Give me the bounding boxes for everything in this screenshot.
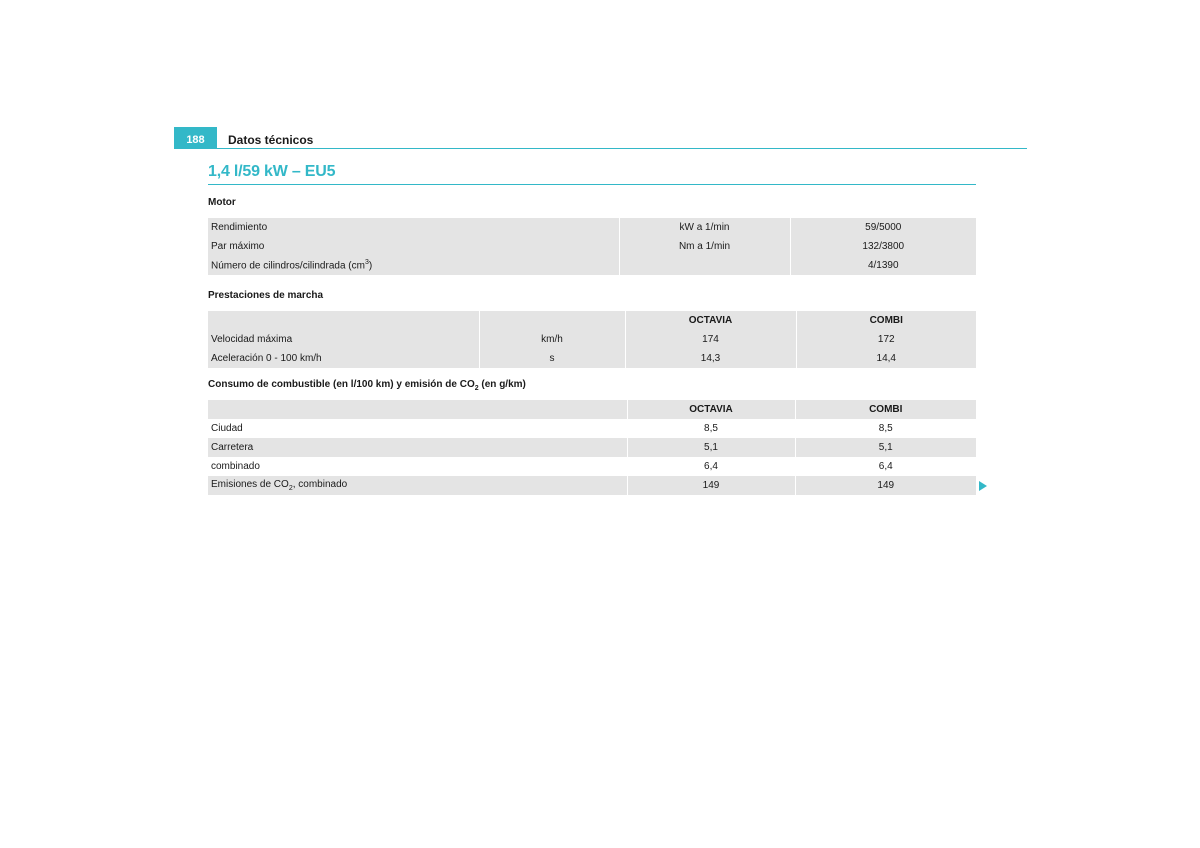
row-label: Aceleración 0 - 100 km/h [208, 349, 479, 368]
label-end: ) [368, 260, 373, 272]
label-subscript: 2 [288, 485, 293, 492]
row-octavia: 6,4 [627, 457, 795, 476]
row-combi: 172 [796, 330, 976, 349]
table-row [208, 218, 976, 237]
table-row [208, 330, 976, 349]
header-combi: COMBI [796, 311, 976, 330]
table-row [208, 419, 976, 438]
header-octavia: OCTAVIA [625, 311, 796, 330]
row-label [208, 256, 619, 275]
row-label: Ciudad [208, 419, 627, 438]
row-octavia: 8,5 [627, 419, 795, 438]
header-rule [174, 148, 1027, 149]
row-value: 132/3800 [790, 237, 976, 256]
row-label: Velocidad máxima [208, 330, 479, 349]
row-combi: 6,4 [795, 457, 976, 476]
consumption-heading [208, 379, 526, 392]
performance-heading: Prestaciones de marcha [208, 290, 324, 301]
table-row [208, 237, 976, 256]
table-row [208, 476, 976, 495]
row-octavia: 149 [627, 476, 795, 495]
section-rule [208, 184, 976, 185]
row-label: combinado [208, 457, 627, 476]
row-value: 4/1390 [790, 256, 976, 275]
header-octavia: OCTAVIA [627, 400, 795, 419]
row-value: 59/5000 [790, 218, 976, 237]
header-cell-empty [208, 311, 479, 330]
row-combi: 14,4 [796, 349, 976, 368]
header-combi: COMBI [795, 400, 976, 419]
header-cell-empty [479, 311, 625, 330]
row-combi: 149 [795, 476, 976, 495]
table-row [208, 256, 976, 275]
heading-text: Consumo de combustible (en l/100 km) y emisión de CO [208, 379, 475, 390]
label-superscript: 3 [364, 259, 369, 267]
row-label: Rendimiento [208, 218, 619, 237]
label-text: Emisiones de CO [211, 479, 289, 490]
row-label: Carretera [208, 438, 627, 457]
label-text: Número de cilindros/cilindrada (cm [211, 260, 365, 272]
row-unit: Nm a 1/min [619, 237, 790, 256]
motor-table [208, 218, 976, 275]
table-row [208, 349, 976, 368]
table-row [208, 438, 976, 457]
consumption-table [208, 400, 976, 495]
row-combi: 5,1 [795, 438, 976, 457]
running-header: Datos técnicos [228, 133, 314, 147]
row-combi: 8,5 [795, 419, 976, 438]
label-end: , combinado [292, 479, 348, 490]
performance-table [208, 311, 976, 368]
motor-heading: Motor [208, 197, 236, 208]
row-unit: kW a 1/min [619, 218, 790, 237]
table-header-row [208, 400, 976, 419]
header-cell-empty [208, 400, 627, 419]
triangle-right-icon [979, 481, 987, 491]
heading-end: (en g/km) [478, 379, 526, 390]
heading-subscript: 2 [474, 385, 479, 392]
page-number: 188 [174, 127, 217, 149]
row-unit: s [479, 349, 625, 368]
row-unit [619, 256, 790, 275]
table-header-row [208, 311, 976, 330]
row-octavia: 174 [625, 330, 796, 349]
row-label [208, 476, 627, 495]
row-octavia: 14,3 [625, 349, 796, 368]
row-label: Par máximo [208, 237, 619, 256]
row-octavia: 5,1 [627, 438, 795, 457]
table-row [208, 457, 976, 476]
section-title: 1,4 l/59 kW – EU5 [208, 163, 336, 180]
row-unit: km/h [479, 330, 625, 349]
